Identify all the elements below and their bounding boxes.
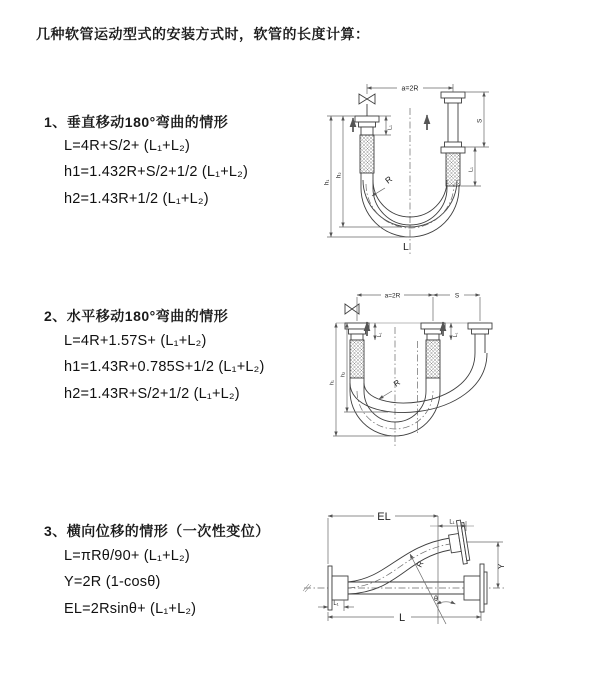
flange (441, 147, 465, 153)
flange-hub (464, 576, 480, 600)
section-1-heading: 1、垂直移动180°弯曲的情形 (44, 114, 229, 130)
formula: Y=2R (1-cosθ) (64, 574, 161, 590)
diagram-lateral-displacement (298, 502, 513, 637)
flange (355, 116, 379, 122)
flange (445, 98, 462, 103)
dim-label-l1: L₁ (377, 332, 383, 337)
flange (425, 329, 442, 334)
dim-label-l1: L₁ (468, 167, 475, 172)
pipe-neck (351, 334, 363, 340)
hose-wall-curved (348, 550, 450, 594)
radius-leader (379, 391, 392, 399)
formula: EL=2Rsinθ+ (L₁+L₂) (64, 601, 197, 617)
dim-label-h2: h₂ (340, 371, 347, 377)
flange (445, 142, 462, 147)
length-label: L (403, 241, 409, 253)
flange-plate (480, 564, 484, 612)
dim-label-l1-left: L₁ (387, 125, 394, 130)
braided-section (446, 153, 460, 186)
formula: L=4R+S/2+ (L₁+L₂) (64, 138, 190, 154)
hose-displaced-outer (350, 353, 487, 413)
pipe-neck (427, 334, 439, 340)
formula: h1=1.43R+0.785S+1/2 (L₁+L₂) (64, 359, 265, 375)
dim-label-span: a=2R (384, 292, 401, 300)
hose-displaced-inner (364, 353, 475, 403)
radius-label: R (383, 173, 395, 186)
flange-tilted (447, 520, 471, 566)
page-title: 几种软管运动型式的安装方式时，软管的长度计算： (36, 26, 370, 42)
dim-label-y: Y (497, 563, 506, 569)
radius-label: R (391, 377, 402, 389)
valve-icon (359, 94, 375, 104)
theta-label: θ (434, 596, 438, 603)
length-label: L (398, 612, 406, 624)
diagram-horizontal-180-bend (330, 283, 505, 461)
flange (359, 122, 376, 127)
pipe-neck (361, 127, 373, 135)
angle-arc (437, 602, 456, 604)
flange-cap (484, 572, 487, 604)
dim-label-h1: h₁ (324, 179, 331, 185)
diagram-vertical-180-bend (315, 68, 500, 266)
formula: h2=1.43R+S/2+1/2 (L₁+L₂) (64, 386, 240, 402)
flange-plate (328, 566, 332, 610)
braided-section (426, 340, 440, 378)
dim-label-h2: h₂ (336, 172, 343, 178)
dim-label-h1: h₁ (329, 380, 336, 385)
radius-label: R (414, 559, 426, 569)
flange-hub (332, 576, 348, 600)
flange (441, 92, 465, 98)
braided-section (350, 340, 364, 378)
braided-section (360, 135, 374, 173)
dim-label-s: S (454, 292, 460, 300)
flange (472, 329, 489, 334)
flange (421, 323, 445, 329)
dim-label-l1-top: L₁ (449, 519, 455, 526)
dim-label-l1-left: L₁ (333, 601, 339, 607)
flange (468, 323, 492, 329)
dim-label-el: EL (377, 511, 391, 523)
formula: L=πRθ/90+ (L₁+L₂) (64, 548, 190, 564)
formula: L=4R+1.57S+ (L₁+L₂) (64, 333, 207, 349)
dim-label-l1: L₁ (453, 332, 459, 337)
formula: h1=1.432R+S/2+1/2 (L₁+L₂) (64, 164, 249, 180)
flange (345, 323, 369, 329)
hose-centerline-curved (348, 544, 450, 588)
dim-label-span: a=2R (401, 85, 419, 93)
section-2-heading: 2、水平移动180°弯曲的情形 (44, 308, 229, 324)
dim-label-s: S (476, 118, 484, 123)
formula: h2=1.43R+1/2 (L₁+L₂) (64, 191, 209, 207)
flange (349, 329, 366, 334)
section-3-heading: 3、横向位移的情形（一次性变位） (44, 523, 270, 539)
